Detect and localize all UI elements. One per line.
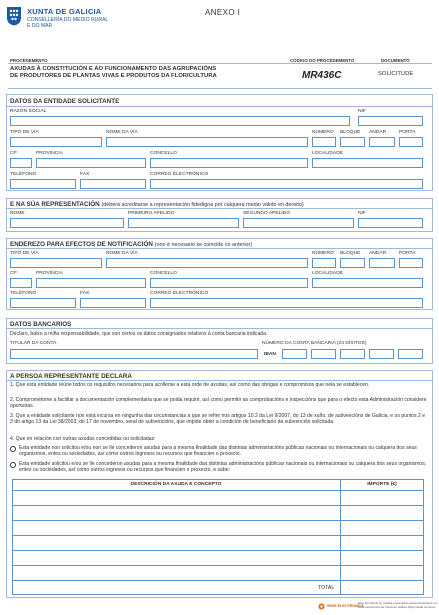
footer-note: Este formulario só poderá presentarse electronicamente na sede electrónica da Xunta de Galicia https://sede.xunta.es: [358, 601, 437, 609]
bank-declaration: Declaro, baixo a miña responsabilidade, que son certos os datos consignados relativos á conta bancaria indicada.: [10, 331, 268, 337]
procedure-title-line-1: AXUDAS Á CONSTITUCIÓN E AO FUNCIONAMENTO DAS AGRUPACIÓNS: [10, 66, 217, 72]
sede-electronica-icon: [318, 603, 325, 610]
aid-table-header-line: [12, 490, 424, 491]
fax-field[interactable]: [80, 179, 146, 189]
rep-apelido2-label: SEGUNDO APELIDO: [243, 211, 291, 216]
localidade-field[interactable]: [312, 158, 423, 168]
rep-nif-field[interactable]: [358, 218, 423, 228]
cp-label: CP: [10, 151, 17, 156]
iban-field-2[interactable]: [311, 349, 336, 359]
aid-table: [12, 479, 424, 595]
not-bloque-label: BLOQUE: [340, 251, 361, 256]
aid-table-row-line: [12, 535, 424, 536]
iban-field-5[interactable]: [398, 349, 423, 359]
header-divider: [8, 63, 432, 64]
nif-field[interactable]: [358, 116, 423, 126]
account-holder-field[interactable]: [10, 349, 258, 359]
representative-title-divider: [6, 208, 433, 209]
no-other-aid-text: Esta entidade non solicitou e/ou non se lle concederon axudas para a mesma finalidade das distintas administracións públicas nacionais ou internacionais ou calquera dos seus organismos, entes ou sociedades, así como outros ingresos ou recursos que financien o proxecto.: [19, 445, 417, 458]
sede-electronica-brand: SEDE ELECTRÓNICA: [327, 604, 364, 608]
aid-table-total-label: TOTAL: [318, 585, 335, 591]
applicant-section-title: DATOS DA ENTIDADE SOLICITANTE: [10, 98, 120, 105]
other-aid-text: Esta entidade solicitou e/ou se lle concederon axudas para a mesma finalidade das distintas administracións públicas nacionais ou internacionais ou calquera dos seus organismos, entes ou sociedades, así como outros ingresos ou recursos que financien o proxecto, e sabe:: [19, 461, 427, 474]
iban-label: IBAN: [264, 352, 276, 357]
aid-table-amount-header: IMPORTE (€): [367, 482, 397, 487]
not-provincia-field[interactable]: [36, 278, 146, 288]
aid-table-desc-header: DESCRICIÓN DA AXUDA E CONCEPTO: [130, 482, 222, 487]
email-label: CORREO ELECTRÓNICO: [150, 172, 209, 177]
not-localidade-field[interactable]: [312, 278, 423, 288]
not-cp-field[interactable]: [10, 278, 32, 288]
not-numero-label: NÚMERO: [312, 251, 334, 256]
iban-field-3[interactable]: [340, 349, 365, 359]
account-number-label: NÚMERO DA CONTA BANCARIA (24 DÍXITOS): [262, 341, 367, 346]
andar-field[interactable]: [369, 137, 395, 147]
not-telefono-field[interactable]: [10, 298, 76, 308]
representative-section-title: [10, 201, 304, 208]
applicant-title-divider: [6, 106, 433, 107]
not-concello-field[interactable]: [150, 278, 308, 288]
annex-title: ANEXO I: [205, 8, 241, 17]
not-cp-label: CP: [10, 271, 17, 276]
declaration-item-2: 2. Comprométome a facilitar a documentación complementaria que se poida requirir, así como permitir as comprobacións e inspeccións que para o efecto esta Administración considere oportunas.: [10, 397, 427, 410]
bank-title-divider: [6, 328, 433, 329]
header-divider-bottom: [8, 88, 432, 89]
other-aid-radio[interactable]: [10, 462, 16, 468]
numero-field[interactable]: [312, 137, 336, 147]
not-email-label: CORREO ELECTRÓNICO: [150, 291, 209, 296]
provincia-field[interactable]: [36, 158, 146, 168]
rep-apelido1-field[interactable]: [128, 218, 239, 228]
not-fax-label: FAX: [80, 291, 90, 296]
procedure-title-line-2: DE PRODUTORES DE PLANTAS VIVAS E PRODUTOS DA FLORICULTURA: [10, 73, 217, 80]
notification-note: (non é necesario se coincide co anterior): [154, 242, 253, 248]
xunta-logo-icon: [6, 6, 22, 26]
bloque-field[interactable]: [340, 137, 365, 147]
cp-field[interactable]: [10, 158, 32, 168]
not-fax-field[interactable]: [80, 298, 146, 308]
notification-title-divider: [6, 248, 433, 249]
not-via-type-label: TIPO DE VÍA: [10, 251, 39, 256]
razon-social-field[interactable]: [10, 116, 350, 126]
concello-field[interactable]: [150, 158, 308, 168]
numero-label: NÚMERO: [312, 130, 334, 135]
procedure-title: [10, 66, 280, 81]
not-email-field[interactable]: [150, 298, 423, 308]
not-telefono-label: TELÉFONO: [10, 291, 37, 296]
aid-table-row-line: [12, 565, 424, 566]
via-type-field[interactable]: [10, 137, 102, 147]
not-porta-label: PORTA: [399, 251, 416, 256]
declaration-item-4: 4. Que en relación con outras axudas concedidas ou solicitadas:: [10, 436, 156, 442]
rep-nome-field[interactable]: [10, 218, 124, 228]
fax-label: FAX: [80, 172, 90, 177]
razon-social-label: RAZÓN SOCIAL: [10, 109, 47, 114]
not-via-name-field[interactable]: [106, 258, 308, 268]
not-bloque-field[interactable]: [340, 258, 365, 268]
aid-table-row-line: [12, 520, 424, 521]
rep-apelido1-label: PRIMEIRO APELIDO: [128, 211, 175, 216]
aid-table-column-divider: [340, 479, 341, 595]
not-localidade-label: LOCALIDADE: [312, 271, 343, 276]
document-label: DOCUMENTO: [381, 58, 410, 63]
via-type-label: TIPO DE VÍA: [10, 130, 39, 135]
porta-label: PORTA: [399, 130, 416, 135]
procedure-code: MR436C: [302, 70, 342, 81]
aid-table-row-line: [12, 505, 424, 506]
account-holder-label: TITULAR DA CONTA: [10, 341, 57, 346]
email-field[interactable]: [150, 179, 423, 189]
bloque-label: BLOQUE: [340, 130, 361, 135]
department-name: [27, 17, 127, 29]
aid-table-row-line: [12, 550, 424, 551]
localidade-label: LOCALIDADE: [312, 151, 343, 156]
xunta-logo-name: XUNTA DE GALICIA: [27, 7, 102, 16]
declaration-item-3: 3. Que a entidade solicitante non está incursa en ningunha das circunstancias a que se refire nos artigos 10.2 da Lei 9/2007, do 13 de xuño, de subvencións de Galicia, e os puntos 2 e 3 do artigo 13 da Lei 38/2003, do 17 de novembro, xeral de subvencións, que impide obter a condición de beneficiario da subvención solicitada.: [10, 413, 426, 426]
representative-note: (deberá acreditarse a representación fidedigna por calquera medio válido en dereito): [101, 202, 304, 208]
not-concello-label: CONCELLO: [150, 271, 177, 276]
procedure-code-label: CÓDIGO DO PROCEDEMENTO: [290, 58, 355, 63]
not-andar-field[interactable]: [369, 258, 395, 268]
not-via-type-field[interactable]: [10, 258, 102, 268]
declaration-title-divider: [6, 380, 433, 381]
rep-nome-label: NOME: [10, 211, 25, 216]
porta-field[interactable]: [399, 137, 423, 147]
aid-table-row-line: [12, 580, 424, 581]
concello-label: CONCELLO: [150, 151, 177, 156]
telefono-label: TELÉFONO: [10, 172, 37, 177]
not-via-name-label: NOME DA VÍA: [106, 251, 138, 256]
declaration-section-title: A PERSOA REPRESENTANTE DECLARA: [10, 373, 132, 380]
representative-title-text: E NA SÚA REPRESENTACIÓN: [10, 201, 100, 208]
not-porta-field[interactable]: [399, 258, 423, 268]
notification-title-text: ENDEREZO PARA EFECTOS DE NOTIFICACIÓN: [10, 241, 153, 248]
via-name-field[interactable]: [106, 137, 308, 147]
document-type: SOLICITUDE: [378, 71, 414, 77]
provincia-label: PROVINCIA: [36, 151, 63, 156]
not-provincia-label: PROVINCIA: [36, 271, 63, 276]
department-line-2: E DO MAR: [27, 23, 53, 29]
rep-apelido2-field[interactable]: [243, 218, 354, 228]
nif-label: NIF: [358, 109, 366, 114]
rep-nif-label: NIF: [358, 211, 366, 216]
iban-field-4[interactable]: [369, 349, 394, 359]
via-name-label: NOME DA VÍA: [106, 130, 138, 135]
not-numero-field[interactable]: [312, 258, 336, 268]
procedure-label: PROCEDEMENTO: [10, 58, 48, 63]
bank-section-title: DATOS BANCARIOS: [10, 321, 72, 328]
declaration-item-1: 1. Que esta entidade reúne todos os requisitos necesarios para acollerse a esta orde de axudas, así como das obrigas e compromisos que nela se establecen.: [10, 382, 370, 388]
department-line-1: CONSELLERÍA DO MEDIO RURAL: [27, 17, 109, 23]
no-other-aid-radio[interactable]: [10, 446, 16, 452]
notification-section-title: [10, 241, 252, 248]
andar-label: ANDAR: [369, 130, 387, 135]
iban-field-1[interactable]: [282, 349, 307, 359]
not-andar-label: ANDAR: [369, 251, 387, 256]
telefono-field[interactable]: [10, 179, 76, 189]
